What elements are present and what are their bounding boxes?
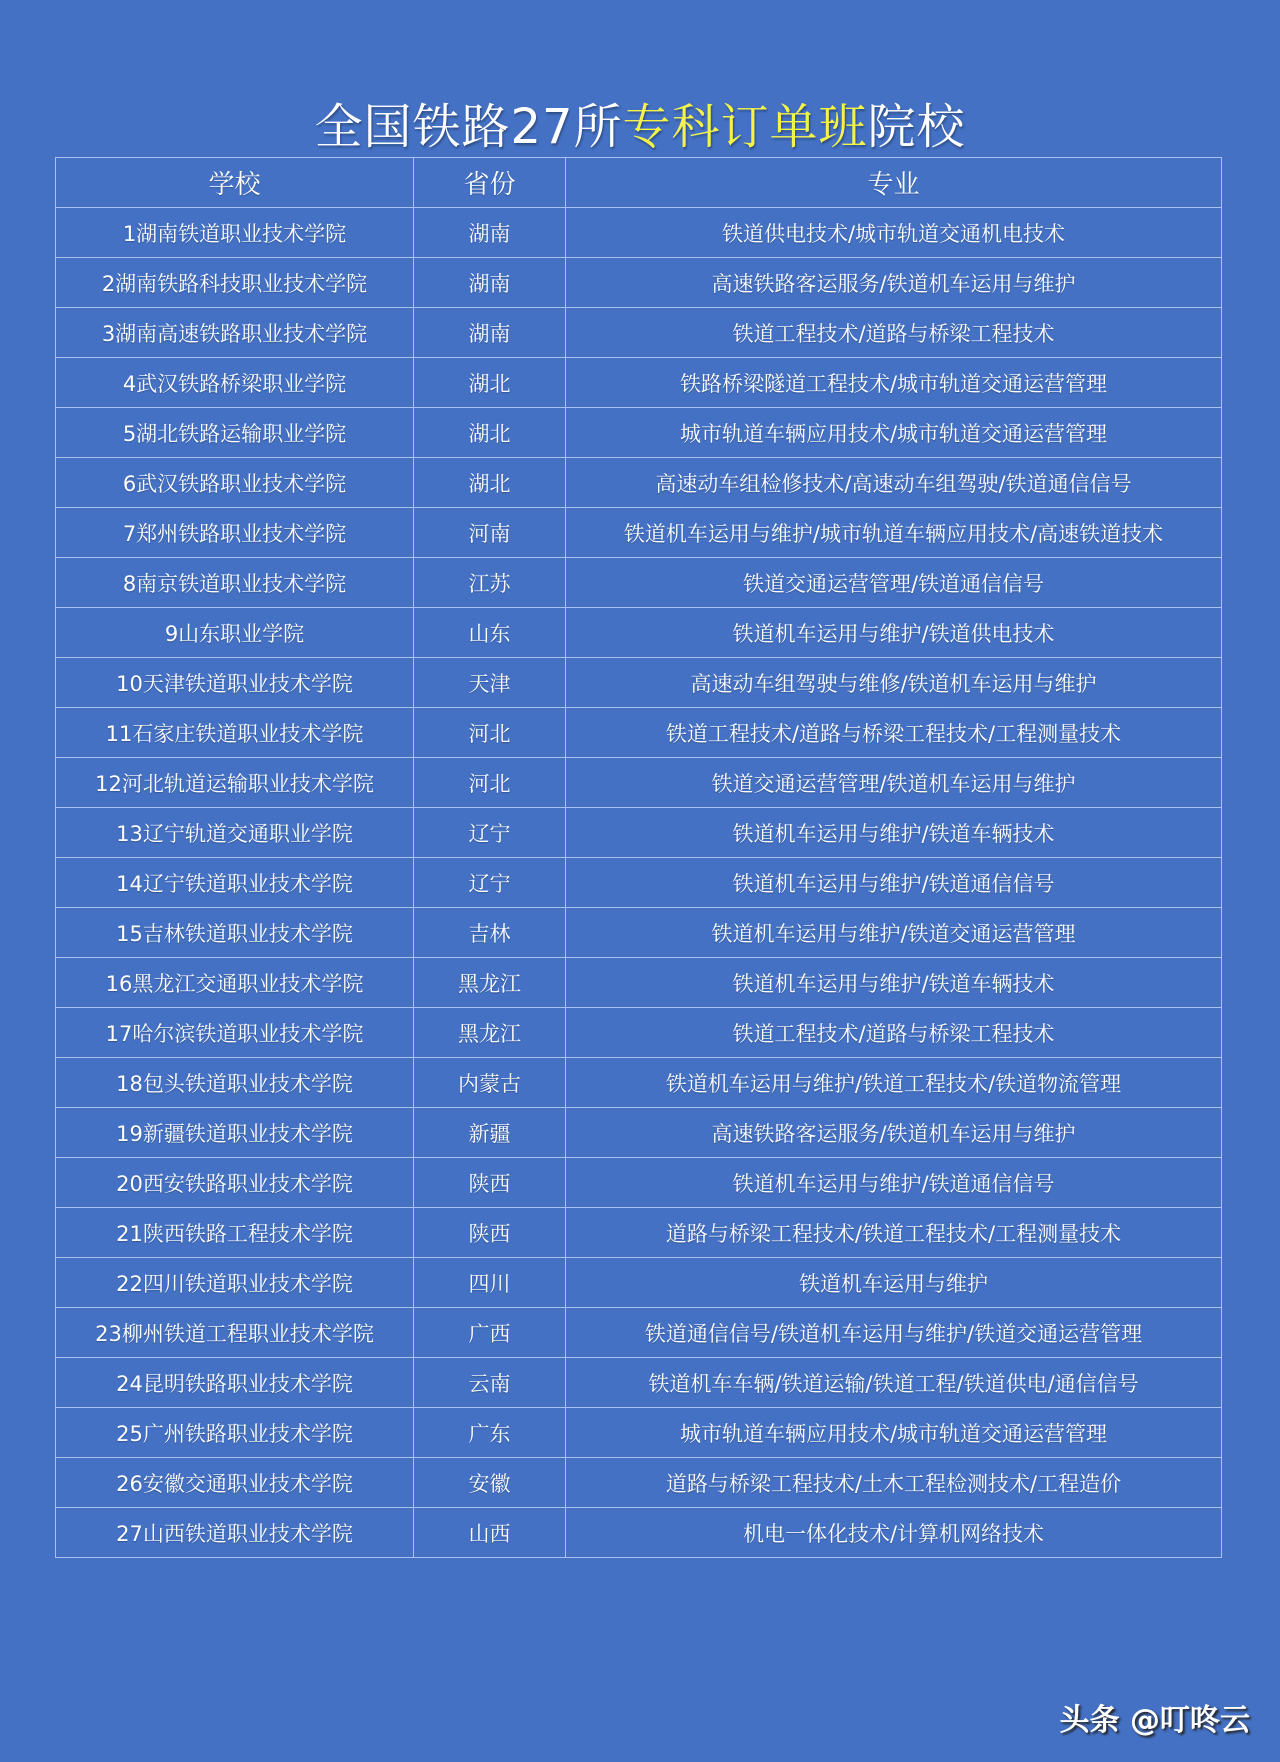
school-cell: 22四川铁道职业技术学院 (56, 1258, 414, 1308)
province-cell: 陕西 (414, 1158, 566, 1208)
table-row (56, 1108, 1222, 1158)
table-row (56, 758, 1222, 808)
table-row (56, 708, 1222, 758)
province-cell: 湖北 (414, 408, 566, 458)
province-cell: 黑龙江 (414, 1008, 566, 1058)
school-cell: 9山东职业学院 (56, 608, 414, 658)
table-header (56, 158, 1222, 208)
table-row (56, 1208, 1222, 1258)
school-cell: 5湖北铁路运输职业学院 (56, 408, 414, 458)
table-row (56, 1308, 1222, 1358)
major-cell: 道路与桥梁工程技术/土木工程检测技术/工程造价 (566, 1458, 1222, 1508)
major-cell: 铁道通信信号/铁道机车运用与维护/铁道交通运营管理 (566, 1308, 1222, 1358)
major-cell: 铁道机车运用与维护/铁道通信信号 (566, 858, 1222, 908)
major-cell: 城市轨道车辆应用技术/城市轨道交通运营管理 (566, 1408, 1222, 1458)
school-cell: 27山西铁道职业技术学院 (56, 1508, 414, 1558)
school-cell: 4武汉铁路桥梁职业学院 (56, 358, 414, 408)
province-cell: 广西 (414, 1308, 566, 1358)
school-cell: 7郑州铁路职业技术学院 (56, 508, 414, 558)
watermark: 头条 @叮咚云 (1059, 1703, 1250, 1738)
province-cell: 新疆 (414, 1108, 566, 1158)
school-cell: 26安徽交通职业技术学院 (56, 1458, 414, 1508)
school-cell: 11石家庄铁道职业技术学院 (56, 708, 414, 758)
major-cell: 铁道机车运用与维护/铁道工程技术/铁道物流管理 (566, 1058, 1222, 1108)
title-part: 全国铁路27所 (314, 99, 623, 155)
province-cell: 广东 (414, 1408, 566, 1458)
major-cell: 铁路桥梁隧道工程技术/城市轨道交通运营管理 (566, 358, 1222, 408)
province-cell: 山东 (414, 608, 566, 658)
province-cell: 湖南 (414, 208, 566, 258)
major-cell: 铁道供电技术/城市轨道交通机电技术 (566, 208, 1222, 258)
table-row (56, 1008, 1222, 1058)
school-cell: 13辽宁轨道交通职业学院 (56, 808, 414, 858)
school-cell: 17哈尔滨铁道职业技术学院 (56, 1008, 414, 1058)
school-cell: 19新疆铁道职业技术学院 (56, 1108, 414, 1158)
school-cell: 3湖南高速铁路职业技术学院 (56, 308, 414, 358)
major-cell: 铁道机车运用与维护/铁道交通运营管理 (566, 908, 1222, 958)
table-row (56, 1358, 1222, 1408)
province-cell: 辽宁 (414, 808, 566, 858)
province-cell: 辽宁 (414, 858, 566, 908)
school-cell: 6武汉铁路职业技术学院 (56, 458, 414, 508)
province-cell: 内蒙古 (414, 1058, 566, 1108)
table-row (56, 508, 1222, 558)
major-cell: 高速铁路客运服务/铁道机车运用与维护 (566, 1108, 1222, 1158)
header-school: 学校 (56, 158, 414, 208)
title-part: 院校 (867, 99, 966, 155)
school-cell: 18包头铁道职业技术学院 (56, 1058, 414, 1108)
province-cell: 湖南 (414, 258, 566, 308)
province-cell: 河北 (414, 708, 566, 758)
major-cell: 铁道机车运用与维护/铁道通信信号 (566, 1158, 1222, 1208)
major-cell: 铁道机车运用与维护/铁道车辆技术 (566, 808, 1222, 858)
major-cell: 铁道机车车辆/铁道运输/铁道工程/铁道供电/通信信号 (566, 1358, 1222, 1408)
table-row (56, 208, 1222, 258)
major-cell: 铁道机车运用与维护/城市轨道车辆应用技术/高速铁道技术 (566, 508, 1222, 558)
major-cell: 道路与桥梁工程技术/铁道工程技术/工程测量技术 (566, 1208, 1222, 1258)
province-cell: 四川 (414, 1258, 566, 1308)
province-cell: 江苏 (414, 558, 566, 608)
major-cell: 铁道工程技术/道路与桥梁工程技术 (566, 308, 1222, 358)
table-row (56, 1058, 1222, 1108)
table-row (56, 858, 1222, 908)
major-cell: 铁道机车运用与维护/铁道供电技术 (566, 608, 1222, 658)
province-cell: 陕西 (414, 1208, 566, 1258)
table-row (56, 908, 1222, 958)
province-cell: 湖北 (414, 358, 566, 408)
major-cell: 高速动车组检修技术/高速动车组驾驶/铁道通信信号 (566, 458, 1222, 508)
school-cell: 1湖南铁道职业技术学院 (56, 208, 414, 258)
table-row (56, 408, 1222, 458)
major-cell: 铁道交通运营管理/铁道机车运用与维护 (566, 758, 1222, 808)
school-cell: 16黑龙江交通职业技术学院 (56, 958, 414, 1008)
province-cell: 山西 (414, 1508, 566, 1558)
table-row (56, 358, 1222, 408)
province-cell: 吉林 (414, 908, 566, 958)
major-cell: 高速铁路客运服务/铁道机车运用与维护 (566, 258, 1222, 308)
major-cell: 铁道交通运营管理/铁道通信信号 (566, 558, 1222, 608)
major-cell: 铁道机车运用与维护 (566, 1258, 1222, 1308)
school-cell: 15吉林铁道职业技术学院 (56, 908, 414, 958)
major-cell: 铁道工程技术/道路与桥梁工程技术 (566, 1008, 1222, 1058)
province-cell: 湖北 (414, 458, 566, 508)
table-row (56, 808, 1222, 858)
title-highlight: 专科订单班 (622, 99, 868, 155)
table-row (56, 1508, 1222, 1558)
province-cell: 河南 (414, 508, 566, 558)
school-cell: 20西安铁路职业技术学院 (56, 1158, 414, 1208)
table-row (56, 458, 1222, 508)
major-cell: 铁道工程技术/道路与桥梁工程技术/工程测量技术 (566, 708, 1222, 758)
header-major: 专业 (566, 158, 1222, 208)
province-cell: 天津 (414, 658, 566, 708)
table-row (56, 1258, 1222, 1308)
school-cell: 12河北轨道运输职业技术学院 (56, 758, 414, 808)
major-cell: 高速动车组驾驶与维修/铁道机车运用与维护 (566, 658, 1222, 708)
school-cell: 8南京铁道职业技术学院 (56, 558, 414, 608)
province-cell: 湖南 (414, 308, 566, 358)
page-title (0, 88, 1280, 157)
school-cell: 24昆明铁路职业技术学院 (56, 1358, 414, 1408)
school-cell: 21陕西铁路工程技术学院 (56, 1208, 414, 1258)
province-cell: 云南 (414, 1358, 566, 1408)
school-cell: 25广州铁路职业技术学院 (56, 1408, 414, 1458)
table-row (56, 658, 1222, 708)
table-row (56, 1408, 1222, 1458)
major-cell: 铁道机车运用与维护/铁道车辆技术 (566, 958, 1222, 1008)
table-row (56, 558, 1222, 608)
table-row (56, 258, 1222, 308)
province-cell: 安徽 (414, 1458, 566, 1508)
table-row (56, 1158, 1222, 1208)
school-cell: 14辽宁铁道职业技术学院 (56, 858, 414, 908)
table-row (56, 958, 1222, 1008)
header-province: 省份 (414, 158, 566, 208)
school-cell: 23柳州铁道工程职业技术学院 (56, 1308, 414, 1358)
major-cell: 城市轨道车辆应用技术/城市轨道交通运营管理 (566, 408, 1222, 458)
schools-table (55, 157, 1222, 1558)
table-row (56, 608, 1222, 658)
table-row (56, 308, 1222, 358)
major-cell: 机电一体化技术/计算机网络技术 (566, 1508, 1222, 1558)
table-row (56, 1458, 1222, 1508)
school-cell: 2湖南铁路科技职业技术学院 (56, 258, 414, 308)
province-cell: 河北 (414, 758, 566, 808)
province-cell: 黑龙江 (414, 958, 566, 1008)
school-cell: 10天津铁道职业技术学院 (56, 658, 414, 708)
